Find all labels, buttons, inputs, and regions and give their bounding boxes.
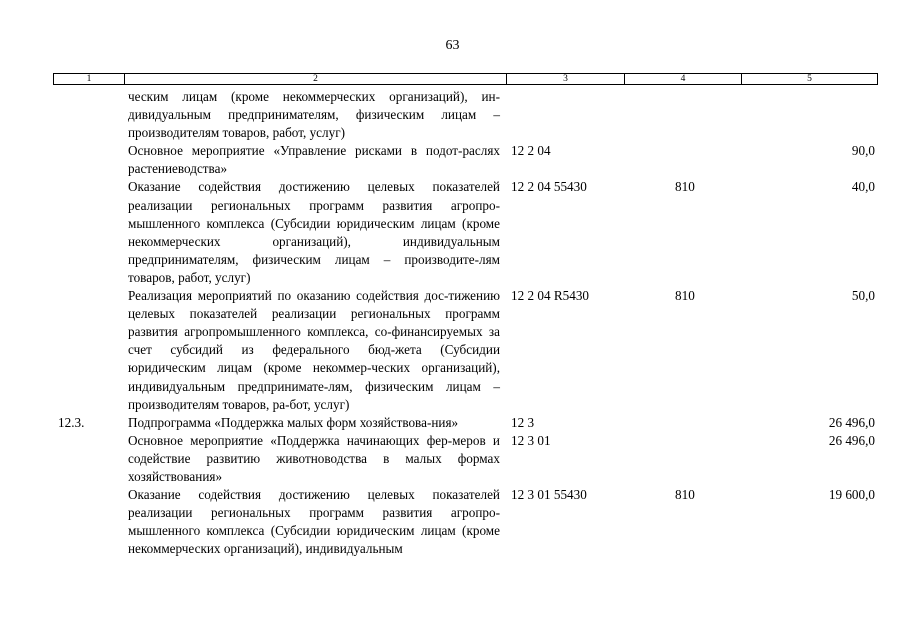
row-code: 12 3 01 55430 (511, 487, 587, 503)
row-code: 12 3 (511, 414, 535, 430)
column-1-header: 1 (54, 74, 125, 84)
row-sum: 90,0 (851, 143, 875, 159)
row-expense-type: 810 (675, 179, 695, 195)
row-expense-type: 810 (675, 487, 695, 503)
row-name: Оказание содействия достижению целевых показателей реализации региональных программ развития агропро-мышленного комплекса (Субсидии юридическим лицам (кроме некоммерческих организаций), индивидуальным предпринимателям, физическим лицам – производите-лям товаров, работ, услуг) (128, 179, 500, 285)
column-4-header: 4 (625, 74, 742, 84)
table-row (0, 486, 905, 558)
table-row (0, 178, 905, 287)
row-expense-type: 810 (675, 288, 695, 304)
table-row (0, 88, 905, 142)
table-row (0, 414, 905, 432)
row-code: 12 2 04 (511, 143, 551, 159)
column-5-header: 5 (807, 74, 812, 84)
row-name: Подпрограмма «Поддержка малых форм хозяйствова-ния» (128, 414, 459, 430)
row-sum: 26 496,0 (828, 432, 875, 448)
column-number-header (53, 73, 878, 85)
row-sum: 50,0 (851, 288, 875, 304)
row-code: 12 2 04 55430 (511, 179, 587, 195)
table-row (0, 432, 905, 486)
table-row (0, 287, 905, 414)
row-code: 12 2 04 R5430 (511, 288, 590, 304)
table-row (0, 142, 905, 178)
column-2-header: 2 (125, 74, 507, 84)
row-name: Основное мероприятие «Поддержка начинающих фер-меров и содействие развитию животноводства в малых формах хозяйствования» (128, 432, 500, 484)
page-number: 63 (445, 38, 460, 53)
row-sum: 40,0 (851, 179, 875, 195)
row-sum: 19 600,0 (828, 487, 875, 503)
column-3-header: 3 (507, 74, 625, 84)
budget-table-body (0, 88, 905, 558)
row-name: Реализация мероприятий по оказанию содействия дос-тижению целевых показателей реализации региональных программ развития агропромышленного комплекса, со-финансируемых за счет субсидий из федерального бюд-жета (Субсидии юридическим лицам (кроме некоммер-ческих организаций), индивидуальным предпринимате-лям, физическим лицам – производителям товаров, ра-бот, услуг) (128, 288, 500, 412)
row-sum: 26 496,0 (828, 414, 875, 430)
row-code: 12 3 01 (511, 432, 551, 448)
row-name: Оказание содействия достижению целевых показателей реализации региональных программ развития агропро-мышленного комплекса (Субсидии юридическим лицам (кроме некоммерческих организаций), индивидуальным (128, 487, 500, 557)
row-name: Основное мероприятие «Управление рисками в подот-раслях растениеводства» (128, 143, 500, 177)
row-number: 12.3. (58, 414, 85, 430)
row-name: ческим лицам (кроме некоммерческих организаций), ин-дивидуальным предпринимателям, физическим лицам – производителям товаров, работ, услуг) (128, 89, 500, 141)
